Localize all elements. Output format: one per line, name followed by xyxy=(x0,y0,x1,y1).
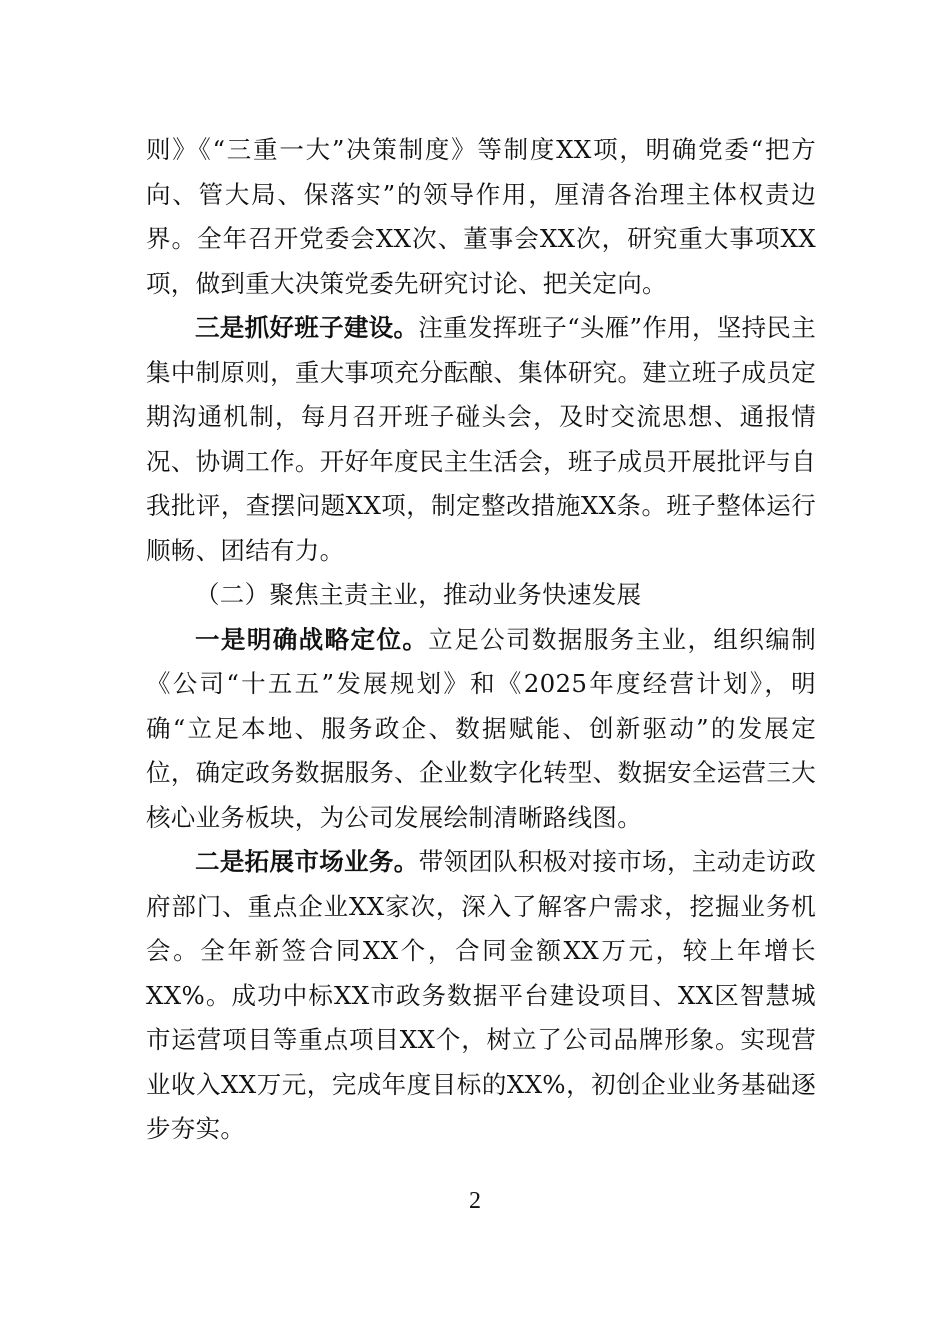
paragraph-text: 带领团队积极对接市场，主动走访政府部门、重点企业XX家次，深入了解客户需求，挖掘业务机会。全年新签合同XX个，合同金额XX万元，较上年增长XX%。成功中标XX市政务数据平台建设项目、XX区智慧城市运营项目等重点项目XX个，树立了公司品牌形象。实现营业收入XX万元，完成年度目标的XX%，初创企业业务基础逐步夯实。 xyxy=(146,847,816,1143)
paragraph-strategy xyxy=(146,618,816,841)
paragraph-team-building xyxy=(146,306,816,573)
paragraph-text: 则》《“三重一大”决策制度》等制度XX项，明确党委“把方向、管大局、保落实”的领导作用，厘清各治理主体权责边界。全年召开党委会XX次、董事会XX次，研究重大事项XX项，做到重大决策党委先研究讨论、把关定向。 xyxy=(146,135,816,298)
document-body xyxy=(146,128,816,1152)
paragraph-lead: 二是拓展市场业务。 xyxy=(195,847,419,876)
paragraph-lead: 一是明确战略定位。 xyxy=(195,624,429,654)
paragraph-text: 立足公司数据服务主业，组织编制《公司“十五五”发展规划》和《2025年度经营计划》，明确“立足本地、服务政企、数据赋能、创新驱动”的发展定位，确定政务数据服务、企业数字化转型、数据安全运营三大核心业务板块，为公司发展绘制清晰路线图。 xyxy=(146,624,816,832)
paragraph-market xyxy=(146,840,816,1152)
paragraph-lead: 三是抓好班子建设。 xyxy=(195,313,419,342)
paragraph-text: 注重发挥班子“头雁”作用，坚持民主集中制原则，重大事项充分酝酿、集体研究。建立班子成员定期沟通机制，每月召开班子碰头会，及时交流思想、通报情况、协调工作。开好年度民主生活会，班子成员开展批评与自我批评，查摆问题XX项，制定整改措施XX条。班子整体运行顺畅、团结有力。 xyxy=(146,313,816,565)
page-number: 2 xyxy=(469,1188,481,1214)
section-heading: （二）聚焦主责主业，推动业务快速发展 xyxy=(195,580,642,609)
paragraph-governance-continued xyxy=(146,128,816,306)
